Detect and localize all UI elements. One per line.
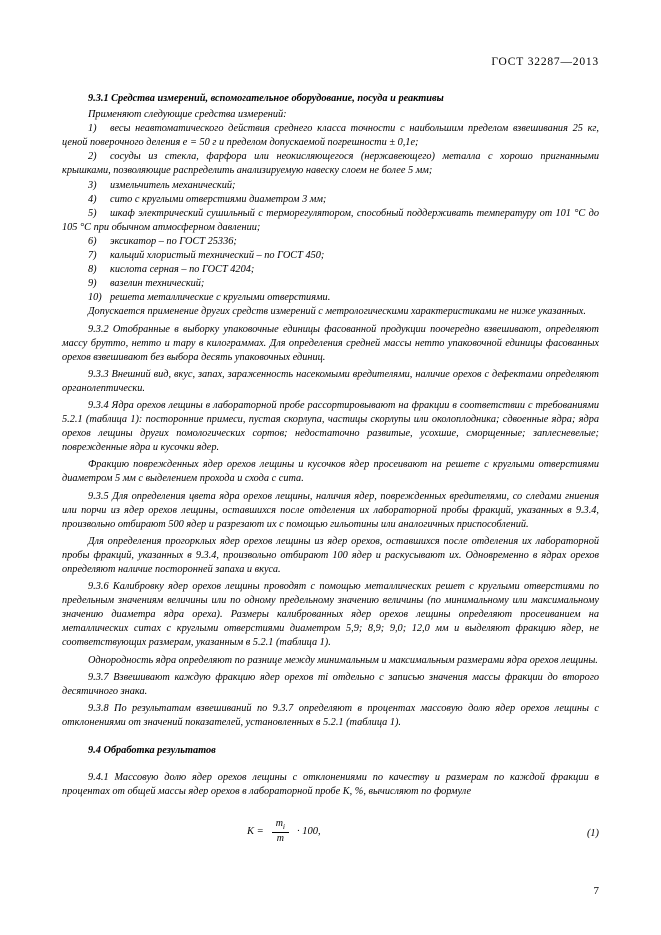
list-item: [62, 150, 599, 178]
formula-block: [62, 817, 599, 857]
list-item: [62, 193, 599, 207]
list-item-number: 3): [88, 179, 97, 191]
list-item-text: кальций хлористый технический – по ГОСТ 450;: [110, 250, 325, 262]
list-item-number: 4): [88, 193, 97, 205]
list-item-text: сито с круглыми отверстиями диаметром 3 мм;: [110, 193, 327, 205]
page-number: 7: [593, 885, 599, 897]
formula-denominator: m: [276, 833, 284, 845]
list-item: [62, 277, 599, 291]
formula-number: (1): [586, 828, 599, 840]
list-item: [62, 207, 599, 235]
list-item-number: 1): [88, 123, 97, 135]
list-item-text: вазелин технический;: [110, 278, 205, 290]
list-item-text: шкаф электрический сушильный с терморегулятором, способный поддерживать температуру от 101 °С до 105 °С при обычном атмосферном давлении;: [62, 207, 599, 233]
section-intro-9-3-1: Применяют следующие средства измерений:: [88, 109, 287, 121]
list-item-number: 2): [88, 151, 97, 163]
list-item-number: 10): [88, 292, 102, 304]
formula-expression: [247, 819, 321, 844]
formula-rhs: · 100,: [297, 825, 321, 837]
formula-numerator: $m_i$: [275, 818, 286, 832]
paragraph-9-3-4b: Фракцию поврежденных ядер орехов лещины и кусочков ядер просеивают на решете с круглыми отверстиями диаметром 5 мм с выделением прохода и схода с сита.: [62, 459, 599, 485]
paragraph-9-3-5b: Для определения прогорклых ядер орехов лещины из ядер орехов, оставшихся после отделения их лабораторной пробы фракций, указанных в 9.3.4, произвольно отбирают 100 ядер и раскусывают их. Одновременно в ядрах орехов определяют наличие посторонней запаха и вкуса.: [62, 535, 599, 575]
section-closing-9-3-1: Допускается применение других средств измерений с метрологическими характеристиками не ниже указанных.: [88, 306, 586, 318]
list-item-number: 9): [88, 278, 97, 290]
list-item: [62, 179, 599, 193]
paragraph-9-3-2: 9.3.2 Отобранные в выборку упаковочные единицы фасованной продукции поочередно взвешивают, определяют массу брутто, нетто и тару в килограммах. Для определения средней массы нетто упаковочной единицы фасованных орехов взвешивают без выбора десять упаковочных единиц.: [62, 323, 599, 363]
section-heading-9-4: 9.4 Обработка результатов: [88, 745, 216, 757]
list-item-number: 6): [88, 235, 97, 247]
list-item: [62, 249, 599, 263]
formula-lhs: К =: [247, 825, 264, 837]
paragraph-9-3-5: 9.3.5 Для определения цвета ядра орехов лещины, наличия ядер, поврежденных вредителями, со следами гниения или порчи из ядер орехов лещины, оставшихся после отделения их лабораторной пробы фракций, указанных в 9.3.4, произвольно отбирают 500 ядер и разрезают их с помощью гильотины или аналогичных приспособлений.: [62, 490, 599, 530]
page-header: ГОСТ 32287—2013: [491, 56, 599, 68]
document-body: [62, 92, 599, 857]
list-item-text: весы неавтоматического действия среднего класса точности с наибольшим пределом взвешивания 25 кг, ценой поверочного деления e = 50 г и пределом допускаемой погрешности ± 0,1e;: [62, 123, 599, 149]
list-item: [62, 291, 599, 305]
paragraph-9-3-6: 9.3.6 Калибровку ядер орехов лещины проводят с помощью металлических решет с круглыми отверстиями по предельным значениям величины или по одному предельному значению величины (по минимальному или максимальному значению диаметра ядра ореха). Размеры калиброванных ядер орехов лещины определяют просеиванием на металлических ситах с круглыми отверстиями диаметром 5,9; 8,9; 9,0; 12,0 мм и выделяют фракцию ядер, не соответствующих размерам, указанным в 5.2.1 (таблица 1).: [62, 581, 599, 649]
paragraph-9-3-3: 9.3.3 Внешний вид, вкус, запах, зараженность насекомыми вредителями, наличие орехов с дефектами определяют органолептически.: [62, 368, 599, 394]
list-item-text: измельчитель механический;: [110, 179, 236, 191]
list-item: [62, 263, 599, 277]
list-item-number: 5): [88, 207, 97, 219]
list-item: [62, 122, 599, 150]
formula-numerator-subscript: i: [282, 822, 286, 832]
list-item-text: кислота серная – по ГОСТ 4204;: [110, 264, 255, 276]
list-item-number: 7): [88, 250, 97, 262]
paragraph-9-3-4: 9.3.4 Ядра орехов лещины в лабораторной пробе рассортировывают на фракции в соответствии с требованиями 5.2.1 (таблица 1): посторонние примеси, пустая скорлупа, частицы скорлупы или околоплодника; сдвоенные ядра; ядра орехов лещины других помологических сортов; недостаточно развитые, усохшие, сморщенные; заплесневелые; поврежденные ядра и кусочки ядер.: [62, 399, 599, 454]
paragraph-9-3-6b: Однородность ядра определяют по разнице между минимальным и максимальным размерами ядра орехов лещины.: [88, 654, 598, 666]
paragraph-9-3-8: 9.3.8 По результатам взвешиваний по 9.3.7 определяют в процентах массовую долю ядер орехов лещины с отклонениями от значений показателей, установленных в 5.2.1 (таблица 1).: [62, 702, 599, 728]
list-item-number: 8): [88, 264, 97, 276]
formula-fraction: [272, 819, 289, 844]
list-item-text: эксикатор – по ГОСТ 25336;: [110, 235, 237, 247]
list-item-text: решета металлические с круглыми отверстиями.: [110, 292, 331, 304]
list-item: [62, 235, 599, 249]
paragraph-9-3-7: 9.3.7 Взвешивают каждую фракцию ядер орехов mi отдельно с записью значения массы фракции до второго десятичного знака.: [62, 671, 599, 697]
section-heading-9-3-1: 9.3.1 Средства измерений, вспомогательное оборудование, посуда и реактивы: [88, 93, 444, 104]
paragraph-9-4-1: 9.4.1 Массовую долю ядер орехов лещины с отклонениями по качеству и размерам по каждой фракции в процентах от общей массы ядер орехов в лабораторной пробе К, %, вычисляют по формуле: [62, 772, 599, 798]
list-item-text: сосуды из стекла, фарфора или неокисляющегося (нержавеющего) металла с хорошо пригнанными крышками, позволяющие распределить анализируемую навеску слоем не более 5 мм;: [62, 151, 599, 177]
